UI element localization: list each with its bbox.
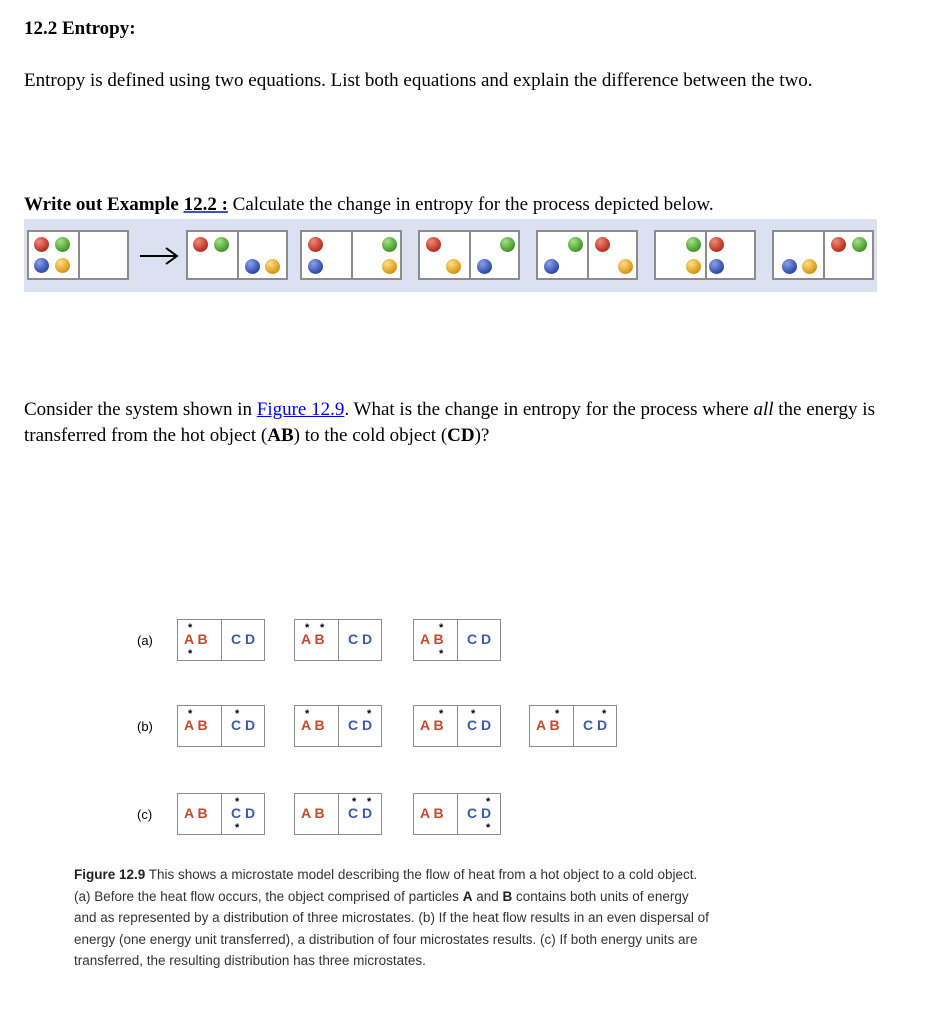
energy-star: * [367,796,372,808]
yellow-molecule [446,259,461,274]
caption-and: and [472,888,503,904]
red-molecule [595,237,610,252]
microstate-box [529,705,617,747]
question-entropy-equations: Entropy is defined using two equations. List both equations and explain the difference between the two. [24,70,813,91]
hot-object: AB [267,425,294,446]
energy-star: * [235,822,240,834]
red-molecule [426,237,441,252]
question-example [24,192,904,218]
caption-title: Figure 12.9 [74,867,146,882]
microstate-box [294,705,382,747]
green-molecule [686,237,701,252]
container-box [654,230,756,280]
molecule-strip [24,219,877,292]
ab-letters: A B [420,717,444,733]
ab-letters: A B [301,631,325,647]
green-molecule [55,237,70,252]
ab-letters: A B [301,717,325,733]
yellow-molecule [802,259,817,274]
red-molecule [34,237,49,252]
green-molecule [852,237,867,252]
energy-star: * [602,708,607,720]
energy-star: * [305,708,310,720]
yellow-molecule [265,259,280,274]
energy-star: * [188,648,193,660]
caption-particle-a: A [462,888,473,904]
example-label: Write out Example [24,194,179,215]
cd-letters: C D [467,805,492,821]
cd-letters: C D [583,717,608,733]
container-box [536,230,638,280]
blue-molecule [709,259,724,274]
q3-italic: all [753,399,774,420]
blue-molecule [477,259,492,274]
row-label-a: (a) [137,633,153,648]
row-label-b: (b) [137,719,153,734]
microstate-box [413,793,501,835]
cd-letters: C D [348,717,373,733]
yellow-molecule [686,259,701,274]
q3-text-end: )? [474,425,490,446]
energy-star: * [367,708,372,720]
row-label-c: (c) [137,807,153,822]
energy-star: * [320,622,325,634]
cd-letters: C D [348,631,373,647]
yellow-molecule [382,259,397,274]
ab-letters: A B [420,631,444,647]
energy-star: * [188,622,193,634]
cd-letters: C D [231,717,256,733]
ab-letters: A B [536,717,560,733]
ab-letters: A B [184,805,208,821]
green-molecule [382,237,397,252]
container-box [418,230,520,280]
q3-text-mid1: . What is the change in entropy for the process where [344,399,754,420]
energy-star: * [486,822,491,834]
caption-text-2: contains both units of energy and as represented by a distribution of three microstates. (b) If the heat flow results in an even dispersal of energy (one energy unit transferred), a distribution of four microstates results. (c) If both energy units are transferred, the resulting distribution has three microstates. [74,888,709,968]
green-molecule [568,237,583,252]
container-box [772,230,874,280]
energy-star: * [235,708,240,720]
example-link[interactable]: 12.2 : [183,194,228,215]
energy-star: * [235,796,240,808]
container-box [27,230,129,280]
energy-star: * [439,648,444,660]
green-molecule [500,237,515,252]
ab-letters: A B [301,805,325,821]
q3-text-mid3: ) to the cold object ( [293,425,448,446]
blue-molecule [245,259,260,274]
question-figure [24,397,904,449]
energy-star: * [486,796,491,808]
red-molecule [709,237,724,252]
energy-star: * [439,622,444,634]
red-molecule [831,237,846,252]
example-text: Calculate the change in entropy for the process depicted below. [227,194,714,215]
blue-molecule [782,259,797,274]
cold-object: CD [447,425,475,446]
q3-text-mid2: the energy is transferred from the hot object ( [24,399,875,446]
microstate-box [413,705,501,747]
energy-star: * [439,708,444,720]
red-molecule [193,237,208,252]
microstate-box [413,619,501,661]
yellow-molecule [55,258,70,273]
microstate-box [177,705,265,747]
microstate-box [177,793,265,835]
microstate-box [177,619,265,661]
energy-star: * [305,622,310,634]
cd-letters: C D [467,717,492,733]
energy-star: * [555,708,560,720]
cd-letters: C D [348,805,373,821]
ab-letters: A B [184,631,208,647]
q3-text-pre: Consider the system shown in [24,399,257,420]
figure-link[interactable]: Figure 12.9 [256,399,345,420]
green-molecule [214,237,229,252]
ab-letters: A B [420,805,444,821]
red-molecule [308,237,323,252]
caption-text-1: This shows a microstate model describing the flow of heat from a hot object to a cold object. (a) Before the heat flow occurs, the object comprised of particles [74,867,698,904]
blue-molecule [308,259,323,274]
process-arrow-icon [138,243,180,269]
blue-molecule [544,259,559,274]
yellow-molecule [618,259,633,274]
ab-letters: A B [184,717,208,733]
energy-star: * [188,708,193,720]
figure-caption [74,864,714,972]
energy-star: * [471,708,476,720]
container-box [300,230,402,280]
cd-letters: C D [231,805,256,821]
energy-star: * [352,796,357,808]
blue-molecule [34,258,49,273]
microstate-box [294,793,382,835]
section-heading: 12.2 Entropy: [24,18,136,39]
container-box [186,230,288,280]
caption-particle-b: B [502,888,513,904]
cd-letters: C D [231,631,256,647]
cd-letters: C D [467,631,492,647]
microstate-box [294,619,382,661]
